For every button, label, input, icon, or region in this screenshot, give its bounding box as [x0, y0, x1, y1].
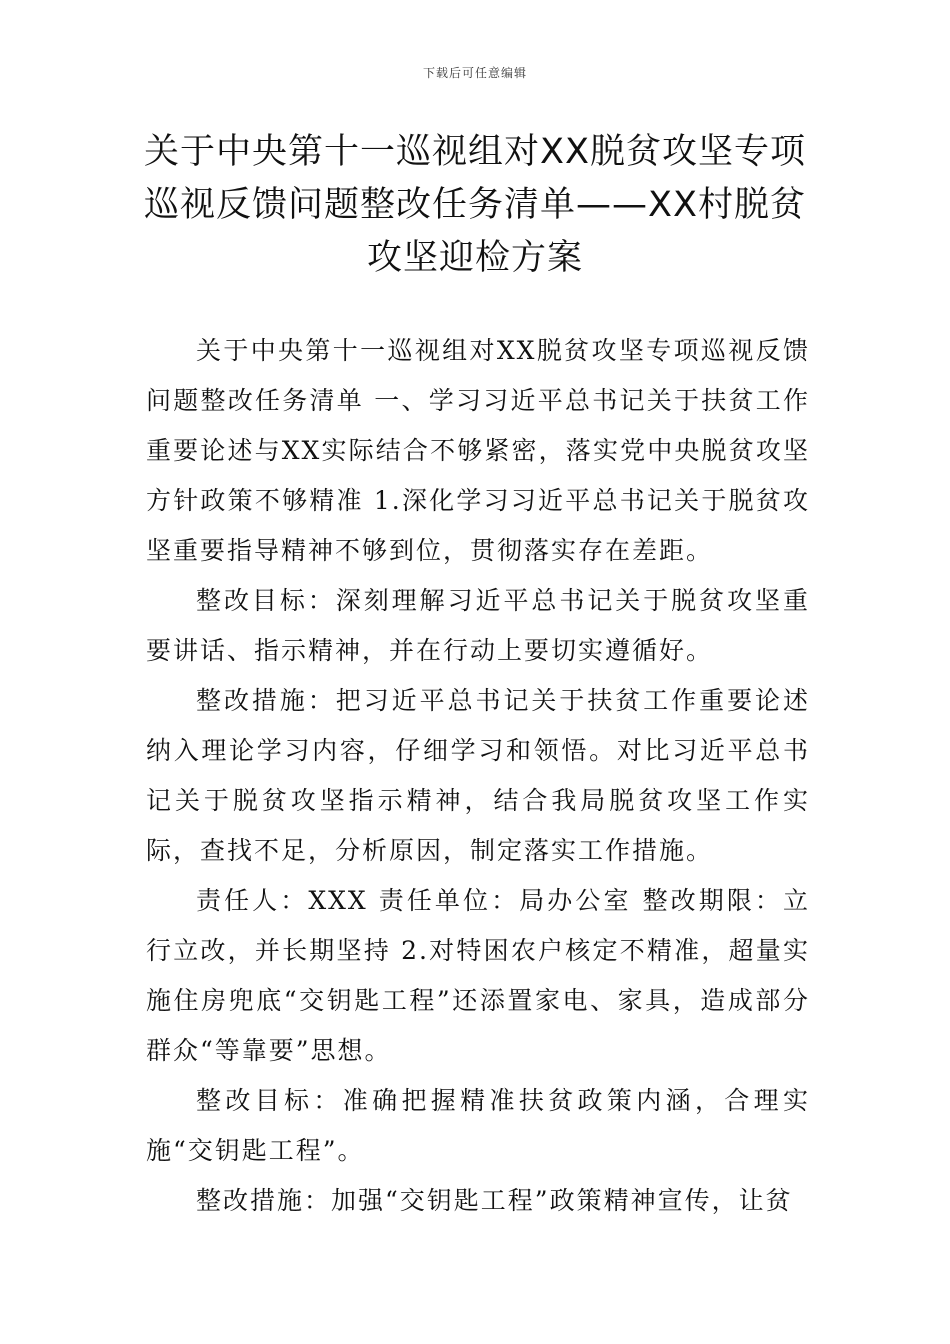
paragraph: 责任人：XXX 责任单位：局办公室 整改期限：立行立改，并长期坚持 2.对特困农户核定不精准，超量实施住房兜底“交钥匙工程”还添置家电、家具，造成部分群众“等靠要”思想。	[146, 886, 810, 1065]
header-note: 下载后可任意编辑	[422, 66, 527, 80]
document-body	[146, 326, 810, 1226]
paragraph: 整改目标：准确把握精准扶贫政策内涵，合理实施“交钥匙工程”。	[146, 1086, 810, 1165]
paragraph: 整改措施：加强“交钥匙工程”政策精神宣传，让贫	[196, 1186, 793, 1215]
paragraph: 整改措施：把习近平总书记关于扶贫工作重要论述纳入理论学习内容，仔细学习和领悟。对比习近平总书记关于脱贫攻坚指示精神，结合我局脱贫攻坚工作实际，查找不足，分析原因，制定落实工作措施。	[146, 686, 810, 865]
document-title: 关于中央第十一巡视组对XX脱贫攻坚专项巡视反馈问题整改任务清单——XX村脱贫攻坚迎检方案	[144, 132, 806, 278]
paragraph: 关于中央第十一巡视组对XX脱贫攻坚专项巡视反馈问题整改任务清单 一、学习习近平总书记关于扶贫工作重要论述与XX实际结合不够紧密，落实党中央脱贫攻坚方针政策不够精准 1.深化学习习近平总书记关于脱贫攻坚重要指导精神不够到位，贯彻落实存在差距。	[146, 336, 810, 565]
paragraph: 整改目标：深刻理解习近平总书记关于脱贫攻坚重要讲话、指示精神，并在行动上要切实遵循好。	[146, 586, 810, 665]
